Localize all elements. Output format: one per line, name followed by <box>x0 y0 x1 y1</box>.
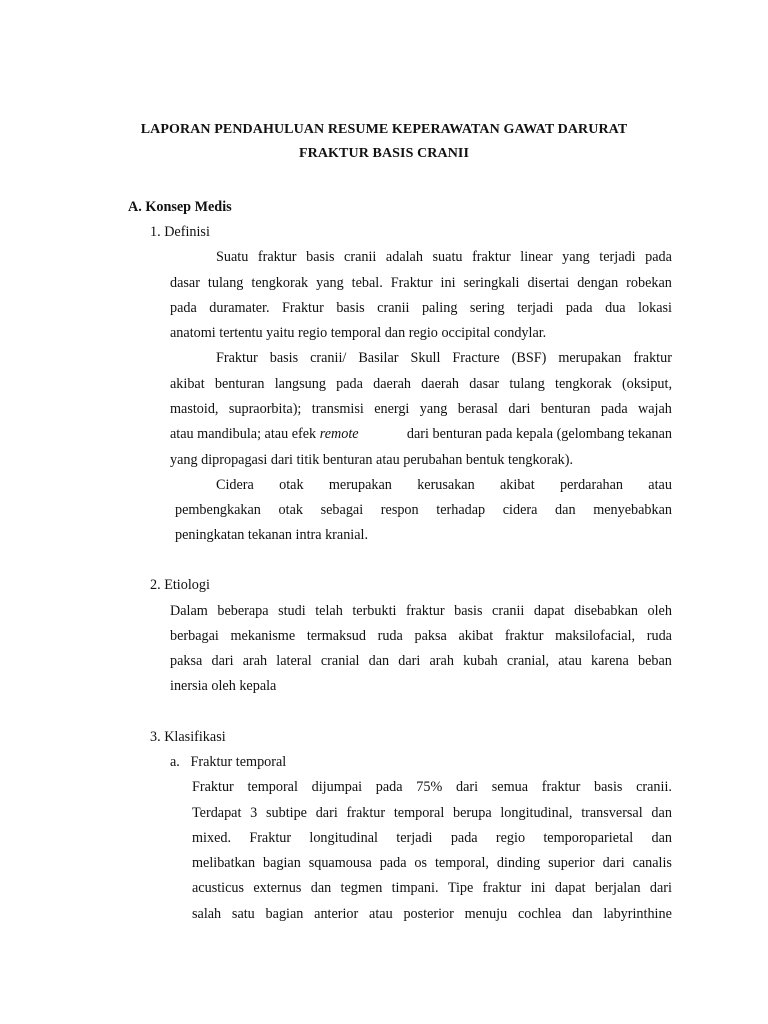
word: kerusakan <box>417 477 475 493</box>
word: pada <box>645 249 672 265</box>
word: sebagai <box>320 502 364 518</box>
word: kubah <box>463 653 498 669</box>
word: pada <box>336 376 363 392</box>
word: benturan <box>214 376 265 392</box>
word: fraktur <box>633 350 672 366</box>
word: benturan <box>540 401 591 417</box>
word: dengan <box>577 275 619 291</box>
word: disertai <box>527 275 570 291</box>
word: studi <box>278 603 306 619</box>
word: squamousa <box>308 855 372 871</box>
word: dinding <box>496 855 541 871</box>
word: Terdapat <box>192 805 242 821</box>
word: tulang <box>509 376 545 392</box>
word: disebabkan <box>574 603 638 619</box>
definisi-paragraph2-line3 <box>170 401 672 418</box>
word: otak <box>278 502 303 518</box>
word: subtipe <box>265 805 307 821</box>
definisi-paragraph2-line4 <box>170 426 672 443</box>
word: (BSF) <box>511 350 547 366</box>
definisi-paragraph3-line2 <box>175 502 672 519</box>
word: basis <box>336 300 365 316</box>
word: langsung <box>274 376 326 392</box>
word: menyebabkan <box>593 502 672 518</box>
fraktur-temporal-line2 <box>192 805 672 822</box>
word: supraorbita); <box>228 401 302 417</box>
fraktur-temporal-line1 <box>192 779 672 796</box>
word: basis <box>269 350 299 366</box>
word: semua <box>491 779 529 795</box>
etiologi-paragraph-line3 <box>170 653 672 670</box>
word: merupakan <box>558 350 622 366</box>
word: dari <box>456 779 479 795</box>
word: anterior <box>314 906 359 922</box>
definisi-heading: 1. Definisi <box>150 224 210 240</box>
word: pada <box>600 401 628 417</box>
word: timpani. <box>391 880 439 896</box>
word: respon <box>380 502 419 518</box>
word: fraktur <box>472 249 511 265</box>
etiologi-paragraph-line4: inersia oleh kepala <box>170 678 277 694</box>
word: tegmen <box>340 880 383 896</box>
word: telah <box>315 603 343 619</box>
section-a-heading: A. Konsep Medis <box>128 199 232 215</box>
word: canalis <box>632 855 672 871</box>
word: suatu <box>432 249 463 265</box>
word: duramater. <box>209 300 270 316</box>
word: longitudinal, <box>500 805 573 821</box>
word: longitudinal <box>309 830 378 846</box>
line4-post: dari benturan pada kepala (gelombang tekanan <box>403 426 672 442</box>
document-title-line1: LAPORAN PENDAHULUAN RESUME KEPERAWATAN GAWAT DARURAT <box>140 122 628 137</box>
word: dan <box>572 906 593 922</box>
word: temporal <box>393 805 445 821</box>
word: Skull <box>410 350 441 366</box>
word: Fraktur <box>192 779 234 795</box>
word: pada <box>379 855 407 871</box>
word: merupakan <box>328 477 392 493</box>
word: wajah <box>638 401 672 417</box>
word: ruda <box>646 628 672 644</box>
word: fraktur <box>346 805 386 821</box>
word: karena <box>591 653 629 669</box>
definisi-paragraph2-line5: yang dipropagasi dari titik benturan atau perubahan bentuk tengkorak). <box>170 452 574 468</box>
word: terbukti <box>352 603 397 619</box>
word: berasal <box>457 401 498 417</box>
word: lokasi <box>638 300 672 316</box>
word: dan <box>651 805 672 821</box>
word: dari <box>398 653 421 669</box>
word: dan <box>310 880 332 896</box>
word: fraktur <box>482 880 522 896</box>
word: posterior <box>403 906 454 922</box>
word: dari <box>508 401 531 417</box>
word: paksa <box>170 653 203 669</box>
word: dari <box>649 880 672 896</box>
word: dapat <box>554 880 586 896</box>
word: daerah <box>373 376 411 392</box>
word: beban <box>637 653 672 669</box>
word: basis <box>454 603 483 619</box>
word: adalah <box>385 249 423 265</box>
word: dua <box>605 300 626 316</box>
word: atau <box>648 477 672 493</box>
word: fraktur <box>504 628 544 644</box>
word: fraktur <box>406 603 445 619</box>
word: Cidera <box>216 477 254 493</box>
word: melibatkan <box>192 855 256 871</box>
word: terjadi <box>517 300 554 316</box>
word: terjadi <box>396 830 433 846</box>
definisi-paragraph3-line3: peningkatan tekanan intra kranial. <box>175 527 369 543</box>
word: cranial <box>320 653 360 669</box>
word: transversal <box>581 805 643 821</box>
document-title-line2: FRAKTUR BASIS CRANII <box>298 146 470 161</box>
word: cidera <box>502 502 538 518</box>
word: terhadap <box>436 502 486 518</box>
word: ini <box>440 275 456 291</box>
word: tulang <box>207 275 244 291</box>
word: temporal, <box>434 855 489 871</box>
word: paksa <box>414 628 447 644</box>
word: berbagai <box>170 628 219 644</box>
word: Fracture <box>452 350 500 366</box>
line4-pre: atau mandibula; atau efek <box>170 426 320 442</box>
fraktur-temporal-line3 <box>192 830 672 847</box>
word: pada <box>565 300 593 316</box>
word: cranii <box>344 249 377 265</box>
word: mastoid, <box>170 401 219 417</box>
word: cranii. <box>636 779 672 795</box>
word: temporoparietal <box>543 830 634 846</box>
word: dari <box>211 653 234 669</box>
word: yang <box>419 401 448 417</box>
word: labyrinthine <box>603 906 672 922</box>
word: sering <box>469 300 505 316</box>
word: pada <box>375 779 403 795</box>
word: satu <box>231 906 255 922</box>
word: berupa <box>453 805 492 821</box>
word: akibat <box>170 376 205 392</box>
word: mekanisme <box>230 628 296 644</box>
word: superior <box>548 855 595 871</box>
word: transmisi <box>311 401 364 417</box>
word: cranii <box>377 300 410 316</box>
word: cranii <box>492 603 525 619</box>
word: bagian <box>265 906 304 922</box>
word: akibat <box>458 628 494 644</box>
word: salah <box>192 906 222 922</box>
definisi-paragraph1-line4: anatomi tertentu yaitu regio temporal dan regio occipital condylar. <box>170 325 547 341</box>
word: berjalan <box>594 880 641 896</box>
word: Fraktur <box>216 350 258 366</box>
word: basis <box>594 779 623 795</box>
word: 75% <box>416 779 443 795</box>
word: Basilar <box>358 350 399 366</box>
etiologi-paragraph-line1 <box>170 603 672 620</box>
word: regio <box>495 830 526 846</box>
definisi-paragraph1-line3 <box>170 300 672 317</box>
word: fraktur <box>541 779 581 795</box>
word: arah <box>429 653 454 669</box>
word: cochlea <box>517 906 562 922</box>
word: dan <box>651 830 672 846</box>
fraktur-temporal-line6 <box>192 906 672 923</box>
word: daerah <box>421 376 459 392</box>
word: dari <box>315 805 338 821</box>
word: linear <box>520 249 553 265</box>
word: pembengkakan <box>175 502 261 518</box>
word: dapat <box>533 603 565 619</box>
word: pada <box>170 300 197 316</box>
word: seringkali <box>463 275 520 291</box>
word: lateral <box>276 653 312 669</box>
definisi-paragraph2-line2 <box>170 376 672 393</box>
word: os <box>414 855 428 871</box>
word: tebal. <box>351 275 383 291</box>
word: externus <box>253 880 302 896</box>
word: pada <box>450 830 478 846</box>
word: yang <box>316 275 344 291</box>
word: dasar <box>170 275 200 291</box>
definisi-paragraph2-line1 <box>216 350 672 367</box>
word: akibat <box>500 477 535 493</box>
etiologi-paragraph-line2 <box>170 628 672 645</box>
word: acusticus <box>192 880 245 896</box>
word: bagian <box>262 855 301 871</box>
word: dasar <box>469 376 500 392</box>
definisi-paragraph1-line2 <box>170 275 672 292</box>
word: atau <box>369 906 393 922</box>
word: perdarahan <box>559 477 623 493</box>
word: Tipe <box>447 880 474 896</box>
word: tengkorak <box>251 275 309 291</box>
word: dijumpai <box>311 779 363 795</box>
word: Fraktur <box>249 830 292 846</box>
word: dari <box>602 855 625 871</box>
definisi-paragraph3-line1 <box>216 477 672 494</box>
word: ruda <box>377 628 403 644</box>
word: dan <box>368 653 390 669</box>
word: fraktur <box>257 249 297 265</box>
word: (oksiput, <box>621 376 672 392</box>
word: termaksud <box>306 628 366 644</box>
word: atau <box>558 653 582 669</box>
word: Suatu <box>216 249 249 265</box>
definisi-paragraph1-line1 <box>216 249 672 266</box>
word: otak <box>279 477 304 493</box>
word: cranii/ <box>310 350 347 366</box>
word: oleh <box>647 603 672 619</box>
klasifikasi-heading: 3. Klasifikasi <box>150 729 226 745</box>
word: basis <box>306 249 335 265</box>
word: cranial, <box>506 653 550 669</box>
word: yang <box>562 249 590 265</box>
word: maksilofacial, <box>555 628 636 644</box>
word: beberapa <box>217 603 269 619</box>
fraktur-temporal-line5 <box>192 880 672 897</box>
word: paling <box>421 300 458 316</box>
word: ini <box>530 880 546 896</box>
word: temporal <box>247 779 298 795</box>
word: energi <box>374 401 410 417</box>
word: Fraktur <box>390 275 433 291</box>
word: terjadi <box>599 249 636 265</box>
word: arah <box>242 653 268 669</box>
word: dan <box>555 502 576 518</box>
word: menuju <box>464 906 508 922</box>
word: tengkorak <box>555 376 612 392</box>
fraktur-temporal-line4 <box>192 855 672 872</box>
remote-term: remote <box>319 426 359 442</box>
word: 3 <box>250 805 258 821</box>
etiologi-heading: 2. Etiologi <box>150 577 210 593</box>
word: Fraktur <box>282 300 324 316</box>
word: mixed. <box>192 830 232 846</box>
klasifikasi-sub-a-heading: a. Fraktur temporal <box>170 754 287 770</box>
word: robekan <box>626 275 672 291</box>
word: Dalam <box>170 603 208 619</box>
